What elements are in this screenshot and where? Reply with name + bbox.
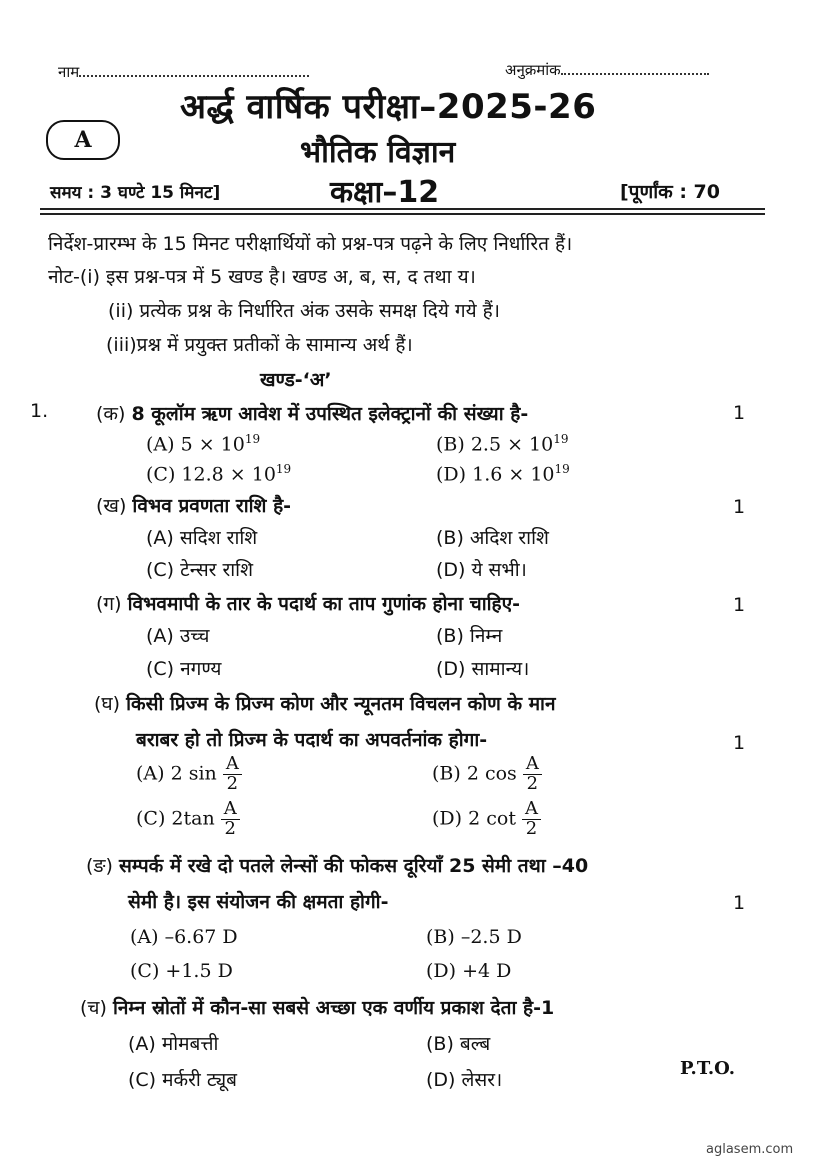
q-gha-option-d: (D) 2 cot $\frac{A}{2}$ [432, 800, 541, 839]
q-nga-mark: 1 [733, 892, 746, 914]
q-ga-option-a: (A) उच्च [146, 625, 210, 647]
class-title: कक्षा–12 [330, 175, 440, 210]
q-nga-option-a: (A) –6.67 D [130, 926, 238, 948]
q-ka [96, 400, 528, 426]
q-kha-text: विभव प्रवणता राशि है- [132, 495, 292, 517]
q-cha-option-a: (A) मोमबत्ती [128, 1033, 219, 1055]
q-ga-mark: 1 [733, 594, 746, 616]
q-kha-label: (ख) [96, 495, 127, 517]
q-cha-option-d: (D) लेसर। [426, 1069, 503, 1091]
subject-title: भौतिक विज्ञान [300, 135, 456, 170]
max-marks: [पूर्णांक : 70 [620, 181, 720, 203]
q-kha [96, 492, 291, 518]
fraction: $\frac{A}{2}$ [221, 800, 240, 839]
q-ka-option-c: (C) $12.8 \times 10^{19}$ [146, 462, 292, 486]
fraction: $\frac{A}{2}$ [523, 755, 542, 794]
q-gha-mark: 1 [733, 732, 746, 754]
pto-label: P.T.O. [680, 1058, 736, 1079]
fraction: $\frac{A}{2}$ [223, 755, 242, 794]
note-ii: (ii) प्रत्येक प्रश्न के निर्धारित अंक उसके समक्ष दिये गये हैं। [108, 300, 500, 322]
q-gha [94, 690, 556, 716]
q-nga-option-d: (D) +4 D [426, 960, 512, 982]
roll-label: अनुक्रमांक [505, 61, 561, 79]
q-ga [96, 590, 520, 616]
note-iii: (iii)प्रश्न में प्रयुक्त प्रतीकों के सामान्य अर्थ हैं। [106, 334, 413, 356]
q-cha [80, 994, 554, 1020]
q-cha-option-b: (B) बल्ब [426, 1033, 491, 1055]
name-label: नाम [58, 63, 80, 81]
q-gha-text-line2: बराबर हो तो प्रिज्म के पदार्थ का अपवर्तनांक होगा- [136, 729, 488, 751]
note-i: नोट-(i) इस प्रश्न-पत्र में 5 खण्ड है। खण्ड अ, ब, स, द तथा य। [48, 266, 476, 288]
q-cha-text: निम्न स्रोतों में कौन-सा सबसे अच्छा एक वर्णीय प्रकाश देता है-1 [112, 997, 555, 1019]
q-ka-option-d: (D) $1.6 \times 10^{19}$ [436, 462, 570, 486]
name-dotted-line [79, 63, 309, 77]
q-cha-option-c: (C) मर्करी ट्यूब [128, 1069, 237, 1091]
q-kha-option-d: (D) ये सभी। [436, 559, 527, 581]
q-ga-option-d: (D) सामान्य। [436, 658, 530, 680]
watermark: aglasem.com [706, 1142, 794, 1157]
time-allowed: समय : 3 घण्टे 15 मिनट] [50, 183, 221, 203]
header-divider-2 [40, 213, 765, 215]
section-title: खण्ड-‘अ’ [260, 369, 332, 391]
q-kha-mark: 1 [733, 496, 746, 518]
q-nga-label: (ङ) [86, 855, 113, 877]
q-nga-option-c: (C) +1.5 D [130, 960, 233, 982]
q-ka-label: (क) [96, 403, 126, 425]
exam-title: अर्द्ध वार्षिक परीक्षा–2025-26 [180, 87, 597, 127]
q-ka-option-b: (B) $2.5 \times 10^{19}$ [436, 432, 569, 456]
q-ga-option-b: (B) निम्न [436, 625, 503, 647]
q-gha-option-b: (B) 2 cos $\frac{A}{2}$ [432, 755, 542, 794]
roll-number-field [505, 60, 709, 80]
name-field [58, 62, 309, 82]
q-cha-label: (च) [80, 997, 107, 1019]
q-nga-text-line2: सेमी है। इस संयोजन की क्षमता होगी- [128, 891, 389, 913]
q-ga-option-c: (C) नगण्य [146, 658, 222, 680]
roll-dotted-line [561, 61, 709, 75]
q-gha-label: (घ) [94, 693, 121, 715]
q-nga [86, 852, 588, 878]
paper-set-badge: A [46, 120, 120, 160]
q-gha-text-line1: किसी प्रिज्म के प्रिज्म कोण और न्यूनतम विचलन कोण के मान [126, 693, 556, 715]
q-gha-option-a: (A) 2 sin $\frac{A}{2}$ [136, 755, 242, 794]
direction-text: निर्देश-प्रारम्भ के 15 मिनट परीक्षार्थियों को प्रश्न-पत्र पढ़ने के लिए निर्धारित हैं। [48, 233, 573, 255]
q-nga-option-b: (B) –2.5 D [426, 926, 522, 948]
q-kha-option-c: (C) टेन्सर राशि [146, 559, 254, 581]
q-kha-option-b: (B) अदिश राशि [436, 527, 549, 549]
question-number: 1. [30, 400, 49, 422]
q-ka-text: 8 कूलॉम ऋण आवेश में उपस्थित इलेक्ट्रानों की संख्या है- [131, 403, 529, 425]
fraction: $\frac{A}{2}$ [522, 800, 541, 839]
header-divider-1 [40, 208, 765, 210]
q-gha-option-c: (C) 2tan $\frac{A}{2}$ [136, 800, 240, 839]
q-ka-option-a: (A) $5 \times 10^{19}$ [146, 432, 261, 456]
q-ka-mark: 1 [733, 402, 746, 424]
q-kha-option-a: (A) सदिश राशि [146, 527, 258, 549]
q-ga-text: विभवमापी के तार के पदार्थ का ताप गुणांक होना चाहिए- [127, 593, 521, 615]
q-ga-label: (ग) [96, 593, 122, 615]
q-nga-text-line1: सम्पर्क में रखे दो पतले लेन्सों की फोकस दूरियाँ 25 सेमी तथा –40 [118, 855, 589, 877]
